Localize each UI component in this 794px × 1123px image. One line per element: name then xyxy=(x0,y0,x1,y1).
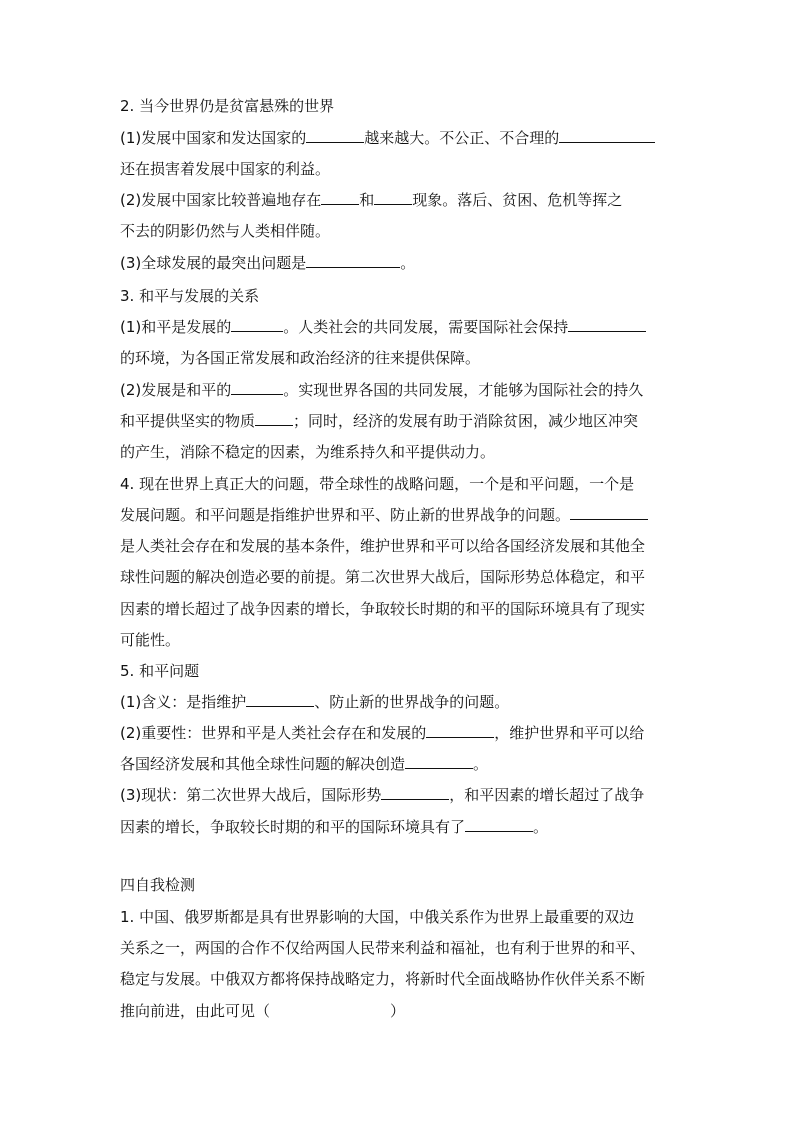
fill-blank[interactable] xyxy=(321,190,359,205)
item-5-2-line-1 xyxy=(120,723,680,743)
heading-5-text: 5. 和平问题 xyxy=(120,662,200,680)
text: 。人类社会的共同发展，需要国际社会保持 xyxy=(283,318,569,336)
fill-blank[interactable] xyxy=(381,785,449,800)
item-2-2-line-2 xyxy=(120,221,680,241)
heading-2 xyxy=(120,96,680,116)
text: 是人类社会存在和发展的基本条件，维护世界和平可以给各国经济发展和其他全 xyxy=(120,537,646,555)
item-4-line-5 xyxy=(120,599,680,619)
text: (3)现状：第二次世界大战后，国际形势 xyxy=(120,786,382,804)
text: 因素的增长超过了战争因素的增长，争取较长时期的和平的国际环境具有了现实 xyxy=(120,600,646,618)
text: (2)发展是和平的 xyxy=(120,381,232,399)
text: 因素的增长，争取较长时期的和平的国际环境具有了 xyxy=(120,818,466,836)
fill-blank[interactable] xyxy=(231,317,283,332)
text: 发展问题。和平问题是指维护世界和平、防止新的世界战争的问题。 xyxy=(120,506,571,524)
text: ，和平因素的增长超过了战争 xyxy=(449,786,645,804)
text: 关系之一，两国的合作不仅给两国人民带来利益和福祉，也有利于世界的和平、 xyxy=(120,939,646,957)
fill-blank[interactable] xyxy=(255,411,293,426)
text: 球性问题的解决创造必要的前提。第二次世界大战后，国际形势总体稳定，和平 xyxy=(120,568,646,586)
text: (2)重要性：世界和平是人类社会存在和发展的 xyxy=(120,724,427,742)
fill-blank[interactable] xyxy=(231,380,283,395)
text: 不去的阴影仍然与人类相伴随。 xyxy=(120,222,331,240)
section-self-test-text: 四自我检测 xyxy=(120,876,196,894)
item-4-line-6 xyxy=(120,630,680,650)
text: 推向前进，由此可见（ xyxy=(120,1002,271,1020)
fill-blank[interactable] xyxy=(306,253,400,268)
item-4-line-2 xyxy=(120,505,680,525)
text: (1)含义：是指维护 xyxy=(120,693,247,711)
item-4-line-3 xyxy=(120,536,680,556)
fill-blank[interactable] xyxy=(374,190,412,205)
item-2-3 xyxy=(120,253,680,273)
text: 。 xyxy=(473,755,489,773)
text: 。 xyxy=(533,818,549,836)
text: (2)发展中国家比较普遍地存在 xyxy=(120,191,322,209)
fill-blank[interactable] xyxy=(246,692,314,707)
heading-3 xyxy=(120,286,680,306)
fill-blank[interactable] xyxy=(465,817,533,832)
item-5-2-line-2 xyxy=(120,754,680,774)
text: 各国经济发展和其他全球性问题的解决创造 xyxy=(120,755,406,773)
text: 。实现世界各国的共同发展，才能够为国际社会的持久 xyxy=(283,381,644,399)
text: 4. 现在世界上真正大的问题，带全球性的战略问题，一个是和平问题，一个是 xyxy=(120,475,635,493)
item-4-line-4 xyxy=(120,567,680,587)
text: 。 xyxy=(400,254,416,272)
text: 和 xyxy=(359,191,375,209)
text: ；同时，经济的发展有助于消除贫困，减少地区冲突 xyxy=(293,412,639,430)
text: 还在损害着发展中国家的利益。 xyxy=(120,160,331,178)
item-3-1-line-2 xyxy=(120,348,680,368)
item-3-2-line-2 xyxy=(120,411,680,431)
text: 的环境，为各国正常发展和政治经济的往来提供保障。 xyxy=(120,349,481,367)
item-2-1-line-1 xyxy=(120,128,680,148)
fill-blank[interactable] xyxy=(426,723,494,738)
text: 的产生，消除不稳定的因素，为维系持久和平提供动力。 xyxy=(120,443,496,461)
text: (3)全球发展的最突出问题是 xyxy=(120,254,307,272)
text: 、防止新的世界战争的问题。 xyxy=(314,693,510,711)
text: 越来越大。不公正、不合理的 xyxy=(364,129,560,147)
fill-blank[interactable] xyxy=(306,128,364,143)
question-1-line-2 xyxy=(120,938,680,958)
item-3-2-line-1 xyxy=(120,380,680,400)
item-5-3-line-2 xyxy=(120,817,680,837)
item-4-line-1 xyxy=(120,474,680,494)
fill-blank[interactable] xyxy=(559,128,655,143)
heading-3-text: 3. 和平与发展的关系 xyxy=(120,287,260,305)
text: 现象。落后、贫困、危机等挥之 xyxy=(412,191,623,209)
text: (1)和平是发展的 xyxy=(120,318,232,336)
item-2-2-line-1 xyxy=(120,190,680,210)
fill-blank[interactable] xyxy=(405,754,473,769)
text: 和平提供坚实的物质 xyxy=(120,412,256,430)
item-5-3-line-1 xyxy=(120,785,680,805)
item-5-1 xyxy=(120,692,680,712)
text: 稳定与发展。中俄双方都将保持战略定力，将新时代全面战略协作伙伴关系不断 xyxy=(120,970,646,988)
question-1-line-3 xyxy=(120,969,680,989)
question-1-line-1 xyxy=(120,907,680,927)
text: ，维护世界和平可以给 xyxy=(494,724,645,742)
item-3-2-line-3 xyxy=(120,442,680,462)
text: 1. 中国、俄罗斯都是具有世界影响的大国，中俄关系作为世界上最重要的双边 xyxy=(120,908,635,926)
item-2-1-line-2 xyxy=(120,159,680,179)
fill-blank[interactable] xyxy=(570,505,648,520)
heading-5 xyxy=(120,661,680,681)
heading-2-text: 2. 当今世界仍是贫富悬殊的世界 xyxy=(120,97,335,115)
section-self-test-heading xyxy=(120,875,680,895)
text: ） xyxy=(390,1002,406,1020)
text: 可能性。 xyxy=(120,631,181,649)
text: (1)发展中国家和发达国家的 xyxy=(120,129,307,147)
fill-blank[interactable] xyxy=(568,317,646,332)
question-1-line-4 xyxy=(120,1001,680,1021)
item-3-1-line-1 xyxy=(120,317,680,337)
